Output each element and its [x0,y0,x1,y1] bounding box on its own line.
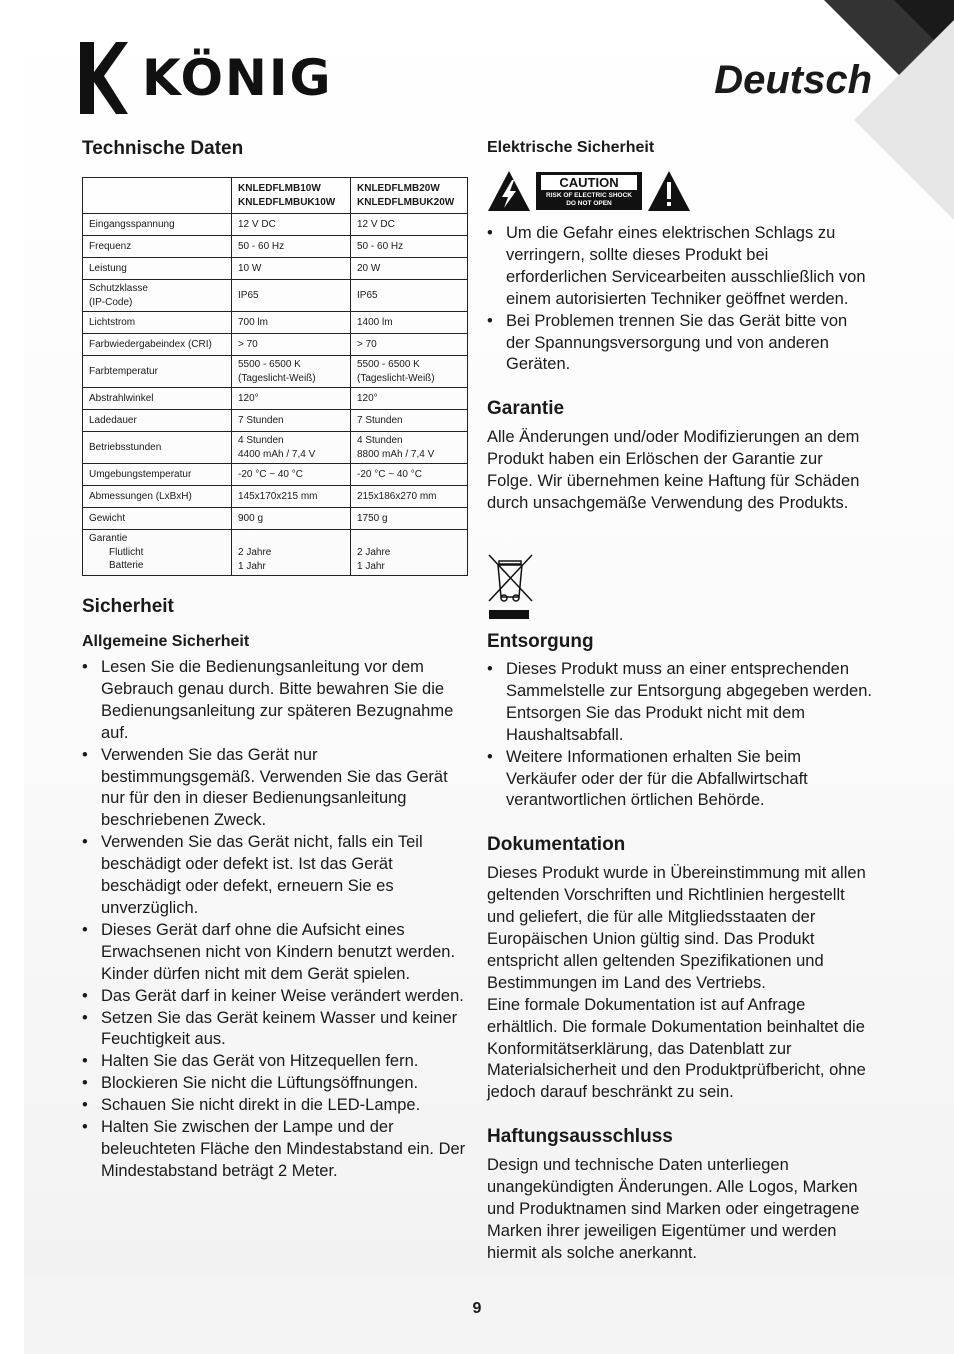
spec-row [83,214,468,236]
spec-table [82,177,468,576]
spec-value-line: (Tageslicht-Weiß) [238,372,316,384]
disclaimer-heading: Haftungsausschluss [487,1126,673,1148]
spec-row [83,334,468,356]
spec-value-2: 7 Stunden [351,410,468,432]
spec-value-1: 900 g [232,508,351,530]
spec-value-2: IP65 [351,280,468,312]
warranty-floodlight-label: Flutlicht [109,546,144,558]
electrical-safety-subheading: Elektrische Sicherheit [487,139,655,156]
warranty-battery-label: Batterie [109,560,144,572]
spec-value-2: 1750 g [351,508,468,530]
safety-heading: Sicherheit [82,596,174,617]
spec-label: Lichtstrom [83,312,232,334]
list-item: • Weitere Informationen erhalten Sie beim Verkäufer oder der für die Abfallwirtschaft verantwortlichen örtlichen Behörde. [487,747,873,813]
list-item: • Schauen Sie nicht direkt in die LED-Lampe. [82,1095,468,1117]
list-item: • Setzen Sie das Gerät keinem Wasser und keiner Feuchtigkeit aus. [82,1008,468,1052]
list-item: • Das Gerät darf in keiner Weise verändert werden. [82,986,468,1008]
spec-label-line: Schutzklasse [89,283,148,294]
spec-row [83,486,468,508]
general-safety-subheading: Allgemeine Sicherheit [82,633,250,650]
spec-label [83,530,232,576]
spec-value-1: IP65 [232,280,351,312]
spec-header-empty [83,178,232,214]
list-item: • Halten Sie das Gerät von Hitzequellen fern. [82,1051,468,1073]
spec-value-line: 2 Jahre [357,547,391,558]
spec-label-line: (IP-Code) [89,296,133,308]
spec-row [83,236,468,258]
list-item: • Dieses Produkt muss an einer entsprechenden Sammelstelle zur Entsorgung abgegeben werden. Entsorgen Sie das Produkt nicht mit dem Haushaltsabfall. [487,659,873,747]
spec-row [83,356,468,388]
documentation-text-2: Eine formale Dokumentation ist auf Anfrage erhältlich. Die formale Dokumentation beinhaltet die Konformitätserklärung, das Datenblatt zur Materialsicherheit und den Produktprüfbericht, ohne jedoch darauf beschränkt zu sein. [487,995,866,1102]
spec-value-2: 1400 lm [351,312,468,334]
disposal-heading: Entsorgung [487,630,594,652]
caution-line-2: DO NOT OPEN [566,199,612,207]
language-title: Deutsch [714,58,872,102]
spec-row [83,432,468,464]
spec-value-2: 12 V DC [351,214,468,236]
crossed-bin-icon [487,553,535,621]
spec-row [83,508,468,530]
caution-word: CAUTION [541,175,637,190]
spec-label: Abmessungen (LxBxH) [83,486,232,508]
spec-label: Umgebungstemperatur [83,464,232,486]
disclaimer-text: Design und technische Daten unterliegen unangekündigten Änderungen. Alle Logos, Marken und Produktnamen sind Marken oder eingetragene Marken ihrer jeweiligen Eigentümer und werden hiermit als solche anerkannt. [487,1156,860,1262]
model-2-uk-name: KNLEDFLMBUK20W [357,196,455,208]
exclamation-warning-icon [647,170,691,212]
spec-label: Farbwiedergabeindex (CRI) [83,334,232,356]
caution-line-1: RISK OF ELECTRIC SHOCK [546,192,632,199]
list-item: • Lesen Sie die Bedienungsanleitung vor dem Gebrauch genau durch. Bitte bewahren Sie die Bedienungsanleitung zur späteren Bezugnahme auf. [82,657,468,745]
spec-value-2: -20 °C ~ 40 °C [351,464,468,486]
documentation-text-1: Dieses Produkt wurde in Übereinstimmung mit allen geltenden Vorschriften und Richtlinien hergestellt und geliefert, die für alle Mitgliedsstaaten der Europäischen Union gültig sind. Das Produkt entspricht allen geltenden Spezifikationen und Bestimmungen im Land des Vertriebs. [487,864,866,992]
spec-header-row [83,178,468,214]
warranty-text: Alle Änderungen und/oder Modifizierungen an dem Produkt haben ein Erlöschen der Garantie zur Folge. Wir übernehmen keine Haftung für Schäden durch unsachgemäße Verwendung des Produkts. [487,428,860,513]
spec-value-1: 7 Stunden [232,410,351,432]
spec-label: Leistung [83,258,232,280]
list-item: • Verwenden Sie das Gerät nicht, falls ein Teil beschädigt oder defekt ist. Ist das Gerät beschädigt oder defekt, erneuern Sie es unverzüglich. [82,832,468,920]
spec-value-1 [232,530,351,576]
spec-row-warranty [83,530,468,576]
spec-value-2 [351,530,468,576]
spec-value-1: 10 W [232,258,351,280]
spec-row [83,312,468,334]
spec-value-2: 215x186x270 mm [351,486,468,508]
spec-value-line: 2 Jahre [238,547,272,558]
spec-value-1: 700 lm [232,312,351,334]
konig-logo [80,42,340,114]
spec-value-2: 20 W [351,258,468,280]
spec-value-2 [351,432,468,464]
spec-row [83,464,468,486]
electrical-list [487,223,873,376]
spec-label: Gewicht [83,508,232,530]
spec-value-line: 4400 mAh / 7,4 V [238,448,316,460]
safety-list [82,657,468,1183]
warranty-label: Garantie [89,533,128,545]
spec-value-line: 1 Jahr [357,560,385,572]
spec-value-1: > 70 [232,334,351,356]
spec-label: Abstrahlwinkel [83,388,232,410]
spec-value-line: 5500 - 6500 K [357,359,420,370]
spec-row [83,410,468,432]
spec-value-1: 145x170x215 mm [232,486,351,508]
model-1-uk-name: KNLEDFLMBUK10W [238,196,336,208]
disposal-list [487,659,873,812]
spec-label: Farbtemperatur [83,356,232,388]
spec-value-line: 4 Stunden [238,435,284,446]
spec-value-line: 4 Stunden [357,435,403,446]
spec-value-2: > 70 [351,334,468,356]
electric-shock-warning-icon [487,170,531,212]
spec-label: Ladedauer [83,410,232,432]
spec-value-1: -20 °C ~ 40 °C [232,464,351,486]
documentation-heading: Dokumentation [487,834,626,856]
spec-header-model-2 [351,178,468,214]
spec-value-line: (Tageslicht-Weiß) [357,372,435,384]
left-column [82,136,468,1183]
tech-heading: Technische Daten [82,138,244,159]
spec-value-1: 50 - 60 Hz [232,236,351,258]
spec-value-line: 1 Jahr [238,560,266,572]
list-item: • Verwenden Sie das Gerät nur bestimmungsgemäß. Verwenden Sie das Gerät nur für den in dieser Bedienungsanleitung beschriebenen Zweck. [82,745,468,833]
caution-label [487,169,873,213]
spec-label: Eingangsspannung [83,214,232,236]
spec-row [83,280,468,312]
spec-label: Frequenz [83,236,232,258]
list-item: • Blockieren Sie nicht die Lüftungsöffnungen. [82,1073,468,1095]
list-item: • Halten Sie zwischen der Lampe und der beleuchteten Fläche den Mindestabstand ein. Der Mindestabstand beträgt 2 Meter. [82,1117,468,1183]
model-1-name: KNLEDFLMB10W [238,183,321,194]
spec-row [83,388,468,410]
warranty-heading: Garantie [487,398,565,420]
spec-value-2: 120° [351,388,468,410]
spec-value-1 [232,432,351,464]
spec-label [83,280,232,312]
spec-value-1: 12 V DC [232,214,351,236]
caution-box [536,172,642,210]
spec-value-2 [351,356,468,388]
spec-row [83,258,468,280]
brand-wordmark: KÖNIG [142,49,333,107]
weee-symbol [487,553,535,621]
page-number: 9 [472,1300,482,1317]
spec-value-1: 120° [232,388,351,410]
spec-value-1 [232,356,351,388]
list-item: • Um die Gefahr eines elektrischen Schlags zu verringern, sollte dieses Produkt bei erforderlichen Servicearbeiten ausschließlich von einem autorisierten Techniker geöffnet werden. [487,223,873,311]
spec-value-2: 50 - 60 Hz [351,236,468,258]
list-item: • Bei Problemen trennen Sie das Gerät bitte von der Spannungsversorgung und von anderen Geräten. [487,311,873,377]
spec-value-line: 8800 mAh / 7,4 V [357,448,435,460]
right-column [487,136,873,1265]
list-item: • Dieses Gerät darf ohne die Aufsicht eines Erwachsenen nicht von Kindern benutzt werden. Kinder dürfen nicht mit dem Gerät spielen. [82,920,468,986]
spec-value-line: 5500 - 6500 K [238,359,301,370]
model-2-name: KNLEDFLMB20W [357,183,440,194]
spec-label: Betriebsstunden [83,432,232,464]
spec-header-model-1 [232,178,351,214]
